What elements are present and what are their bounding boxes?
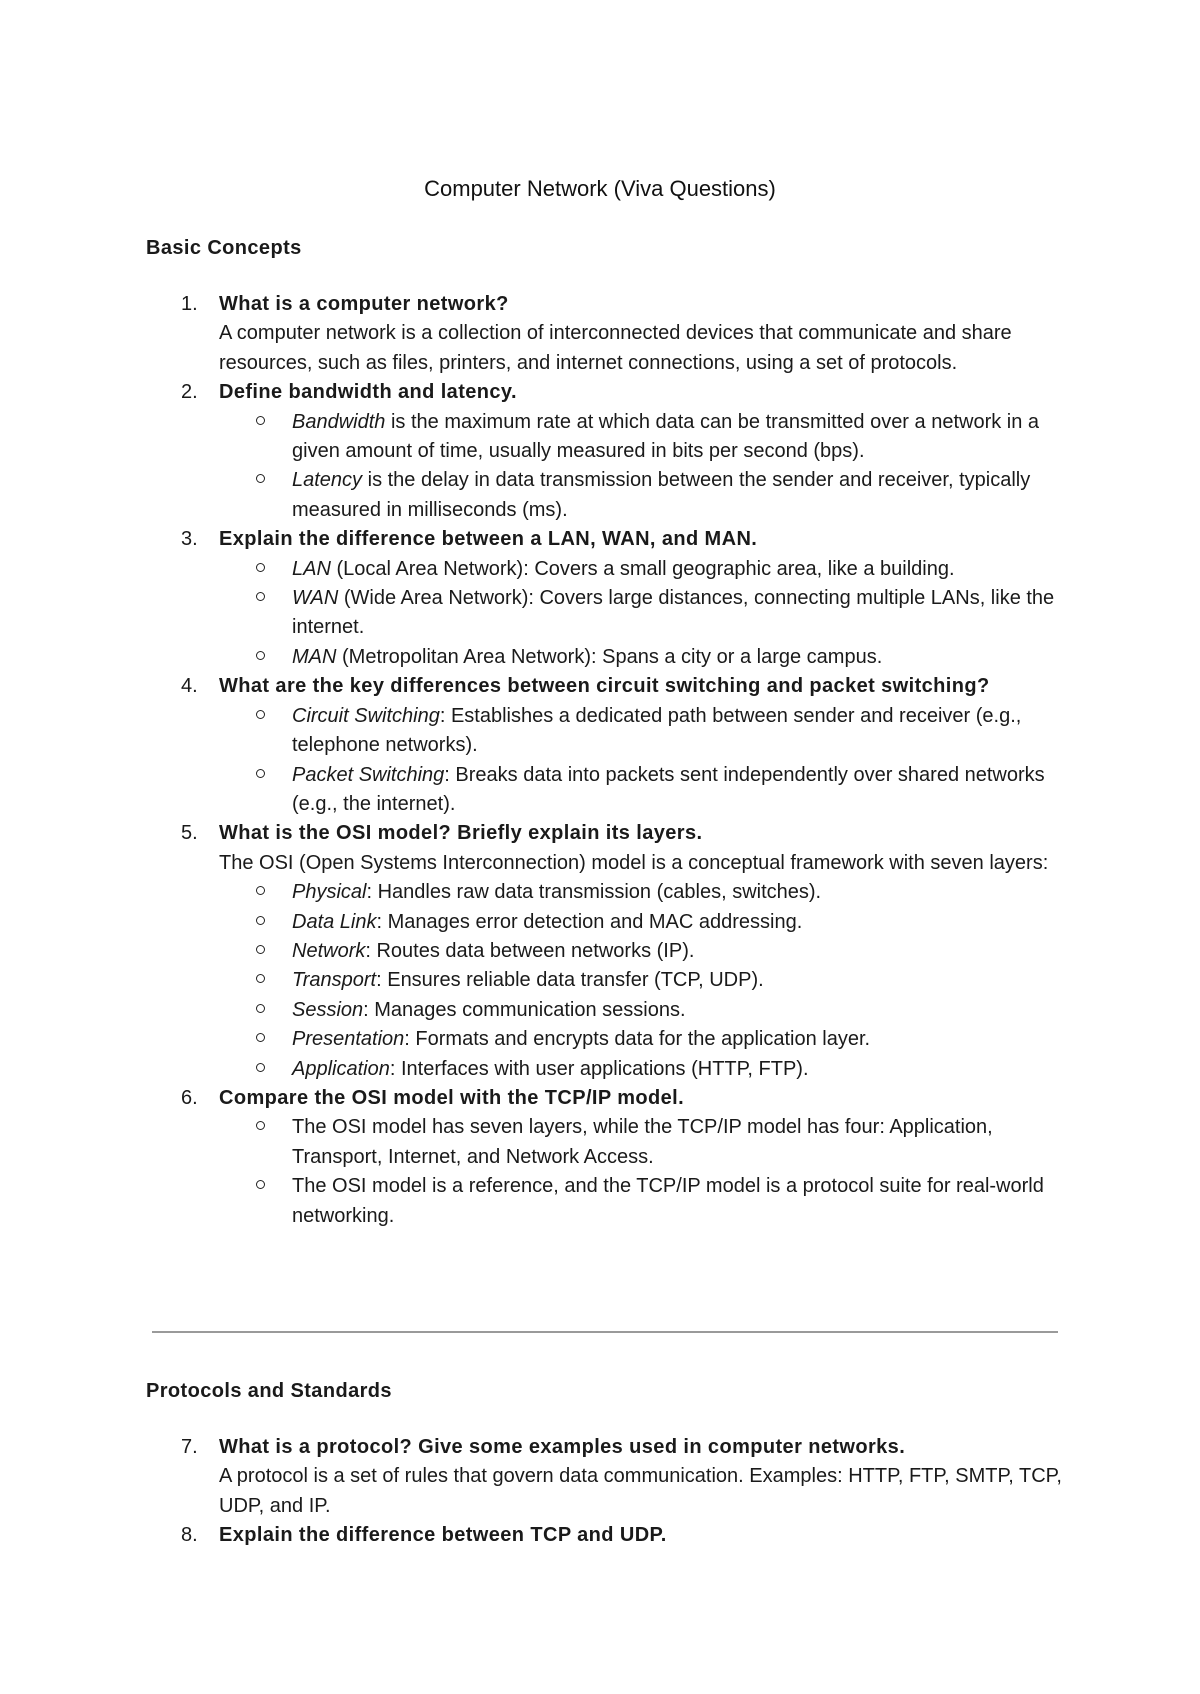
question-number: 8. <box>181 1524 198 1547</box>
answer-bullet-item <box>219 1172 1079 1231</box>
term: Circuit Switching <box>292 704 440 727</box>
question-number: 1. <box>181 293 198 315</box>
term: Presentation <box>292 1028 405 1051</box>
question-number: 7. <box>181 1436 198 1458</box>
question-title: What is a computer network? <box>219 293 509 315</box>
question-title: What is a protocol? Give some examples used in computer networks. <box>219 1436 906 1458</box>
section-heading-basic-concepts: Basic Concepts <box>146 237 302 259</box>
question-item <box>0 1521 1079 1550</box>
term-description: The OSI model is a reference, and the TCP/IP model is a protocol suite for real-world networking. <box>292 1175 1044 1227</box>
answer-bullet-item <box>219 908 1079 937</box>
term: LAN <box>292 557 331 580</box>
answer-bullet-item <box>219 937 1079 966</box>
answer-bullet-item <box>219 702 1079 761</box>
question-number: 2. <box>181 381 198 404</box>
answer-bullet-item <box>219 996 1079 1025</box>
question-answer: A computer network is a collection of interconnected devices that communicate and share resources, such as files, printers, and internet connections, using a set of protocols. <box>219 322 1012 374</box>
term-description: : Establishes a dedicated path between sender and receiver (e.g., telephone networks). <box>292 704 1022 757</box>
hollow-circle-bullet-icon <box>256 592 265 601</box>
term-description: : Manages error detection and MAC addressing. <box>376 910 803 933</box>
answer-bullet-item <box>219 1055 1079 1084</box>
answer-bullet-item <box>219 408 1079 467</box>
term: Data Link <box>292 910 377 933</box>
question-item <box>0 378 1079 525</box>
section-divider <box>152 1331 1058 1333</box>
term-description: : Handles raw data transmission (cables, switches). <box>366 881 822 904</box>
question-list-basic-concepts <box>0 290 1200 1231</box>
hollow-circle-bullet-icon <box>256 1004 265 1013</box>
question-title: Explain the difference between a LAN, WAN, and MAN. <box>219 528 758 551</box>
term-description: : Formats and encrypts data for the application layer. <box>404 1028 871 1051</box>
term-description: : Routes data between networks (IP). <box>365 939 695 962</box>
hollow-circle-bullet-icon <box>256 474 265 483</box>
term: Latency <box>292 469 363 492</box>
term: Session <box>292 998 364 1021</box>
term-description: (Metropolitan Area Network): Spans a city or a large campus. <box>336 645 883 668</box>
hollow-circle-bullet-icon <box>256 563 265 572</box>
term-description: is the delay in data transmission between the sender and receiver, typically measured in milliseconds (ms). <box>292 469 1031 521</box>
answer-bullet-item <box>219 466 1079 525</box>
term-description: is the maximum rate at which data can be transmitted over a network in a given amount of time, usually measured in bits per second (bps). <box>292 410 1040 463</box>
question-item <box>0 290 1079 378</box>
question-title: Define bandwidth and latency. <box>219 381 517 404</box>
question-item <box>0 672 1079 819</box>
term: MAN <box>292 645 337 668</box>
question-title: Compare the OSI model with the TCP/IP model. <box>219 1086 685 1109</box>
answer-bullet-item <box>219 1113 1079 1172</box>
question-answer: The OSI (Open Systems Interconnection) model is a conceptual framework with seven layers: <box>219 851 1049 874</box>
term: WAN <box>292 587 339 610</box>
term: Network <box>292 939 366 962</box>
answer-bullet-item <box>219 643 1079 672</box>
term-description: : Interfaces with user applications (HTTP, FTP). <box>389 1057 809 1080</box>
answer-bullet-item <box>219 1025 1079 1054</box>
question-number: 3. <box>181 528 198 551</box>
question-answer: A protocol is a set of rules that govern data communication. Examples: HTTP, FTP, SMTP, TCP, UDP, and IP. <box>219 1465 1062 1517</box>
hollow-circle-bullet-icon <box>256 1033 265 1042</box>
hollow-circle-bullet-icon <box>256 886 265 895</box>
question-item <box>0 1084 1079 1231</box>
term-description: : Manages communication sessions. <box>363 998 686 1021</box>
term-description: : Breaks data into packets sent independently over shared networks (e.g., the internet). <box>292 763 1045 815</box>
term: Bandwidth <box>292 410 386 433</box>
hollow-circle-bullet-icon <box>256 710 265 719</box>
hollow-circle-bullet-icon <box>256 769 265 778</box>
term: Application <box>292 1057 390 1080</box>
term-description: : Ensures reliable data transfer (TCP, UDP). <box>376 969 764 992</box>
term: Packet Switching <box>292 763 445 786</box>
answer-bullet-item <box>219 966 1079 995</box>
term: Physical <box>292 881 367 904</box>
answer-bullet-item <box>219 555 1079 584</box>
term-description: The OSI model has seven layers, while the TCP/IP model has four: Application, Transport, Internet, and Network Access. <box>292 1116 993 1168</box>
question-title: What are the key differences between circuit switching and packet switching? <box>219 675 990 698</box>
hollow-circle-bullet-icon <box>256 416 265 425</box>
question-list-protocols-and-standards <box>0 1433 1200 1551</box>
hollow-circle-bullet-icon <box>256 1063 265 1072</box>
document-title: Computer Network (Viva Questions) <box>424 176 776 201</box>
question-number: 6. <box>181 1086 198 1109</box>
answer-bullet-item <box>219 584 1079 643</box>
term-description: (Wide Area Network): Covers large distances, connecting multiple LANs, like the internet. <box>292 587 1055 639</box>
hollow-circle-bullet-icon <box>256 1121 265 1130</box>
hollow-circle-bullet-icon <box>256 1180 265 1189</box>
hollow-circle-bullet-icon <box>256 916 265 925</box>
term: Transport <box>292 969 377 992</box>
question-number: 5. <box>181 822 198 845</box>
answer-bullet-item <box>219 878 1079 907</box>
question-item <box>0 1433 1079 1521</box>
question-item <box>0 819 1079 1084</box>
question-item <box>0 525 1079 672</box>
answer-bullet-item <box>219 761 1079 820</box>
hollow-circle-bullet-icon <box>256 651 265 660</box>
hollow-circle-bullet-icon <box>256 945 265 954</box>
question-title: Explain the difference between TCP and UDP. <box>219 1524 667 1547</box>
hollow-circle-bullet-icon <box>256 974 265 983</box>
term-description: (Local Area Network): Covers a small geographic area, like a building. <box>330 557 955 580</box>
section-heading-protocols-and-standards: Protocols and Standards <box>146 1380 392 1402</box>
question-title: What is the OSI model? Briefly explain its layers. <box>219 822 703 845</box>
question-number: 4. <box>181 675 198 698</box>
